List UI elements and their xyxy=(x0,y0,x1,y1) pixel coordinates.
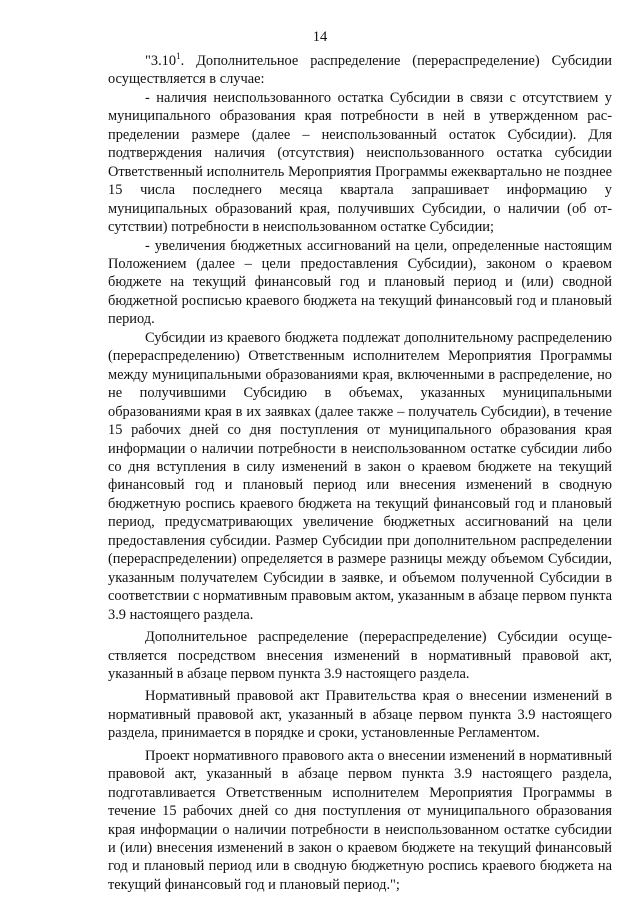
paragraph-draft-act: Проект нормативного правового акта о внесении изменений в нормативный правовой акт, указанный в абзаце первом пункта 3.9 настоящего раздела, подготавливается Ответственным исполнителем Мероприятия Программы в течение 15 рабочих дней со дня поступления от муниципального образования края информации о наличии потребности в неиспользованном остатке субсидии и (или) внесения изменений в закон о краевом бюджете на текущий финансовый год и плановый период или в сводную бюджетную роспись краевого бюджета на текущий финансовый год и плановый период."; xyxy=(108,747,612,893)
clause-superscript: 1 xyxy=(176,51,181,61)
paragraph-redistribution-rules: Субсидии из краевого бюджета подлежат дополнительному распределению (перераспределению) Ответственным исполнителем Мероприятия Программы между муниципальными образованиями края, включенными в распределение, но не получившими Субсидию в объемах, указанных муниципальными образованиями края в их заявках (далее также – получатель Субсидии), в течение 15 рабочих дней со дня поступления от муниципального образования края информации о наличии потребности в неиспользованном остатке субсидии либо со дня вступления в силу изменений в закон о краевом бюджете на текущий финансовый год и плановый период или внесения изменений в сводную бюджетную роспись краевого бюджета на текущий финансовый год и плановый период, предусматривающих увеличение бюджетных ассигнований на цели предоставления субсидии. Размер Субсидии при дополнительном распределении (перераспределении) определяется в размере разницы между объемом Субсидии, указанным получателем Субсидии в заявке, и объемом полученной Субсидии в соответствии с нормативным правовым актом, указанным в абзаце первом пункта 3.9 настоящего раздела. xyxy=(108,329,612,623)
clause-number: "3.10 xyxy=(145,53,177,69)
page-number: 14 xyxy=(312,29,328,45)
paragraph-3-10-1 xyxy=(108,52,612,89)
clause-heading-text: . Дополнительное распределение (перераспределение) Субсидии осуществляется в случае: xyxy=(108,53,612,88)
paragraph-unused-balance: - наличия неиспользованного остатка Субсидии в связи с отсутствием у муниципального образования края потребности в ней в утвержденном распределении размере (далее – неиспользованный остаток Субсидии). Для подтверждения наличия (отсутствия) неиспользованного остатка субсидии Ответственный исполнитель Мероприятия Программы ежеквартально не позднее 15 числа последнего месяца квартала запрашивает информацию у муниципальных образований края, получивших Субсидии, о наличии (об отсутствии) потребности в неиспользованном остатке Субсидии; xyxy=(108,89,612,236)
document-body xyxy=(108,52,612,894)
paragraph-budget-increase: - увеличения бюджетных ассигнований на цели, определенные настоящим Положением (далее – цели предоставления Субсидии), законом о краевом бюджете на текущий финансовый год и плановый период и (или) сводной бюджетной росписью краевого бюджета на текущий финансовый год и плановый период. xyxy=(108,237,612,328)
paragraph-redistribution-method: Дополнительное распределение (перераспределение) Субсидии осуществляется посредством внесения изменений в нормативный правовой акт, указанный в абзаце первом пункта 3.9 настоящего раздела. xyxy=(108,629,612,682)
paragraph-government-act: Нормативный правовой акт Правительства края о внесении изменений в нормативный правовой акт, указанный в абзаце первом пункта 3.9 настоящего раздела, принимается в порядке и сроки, установленные Регламентом. xyxy=(108,688,612,742)
